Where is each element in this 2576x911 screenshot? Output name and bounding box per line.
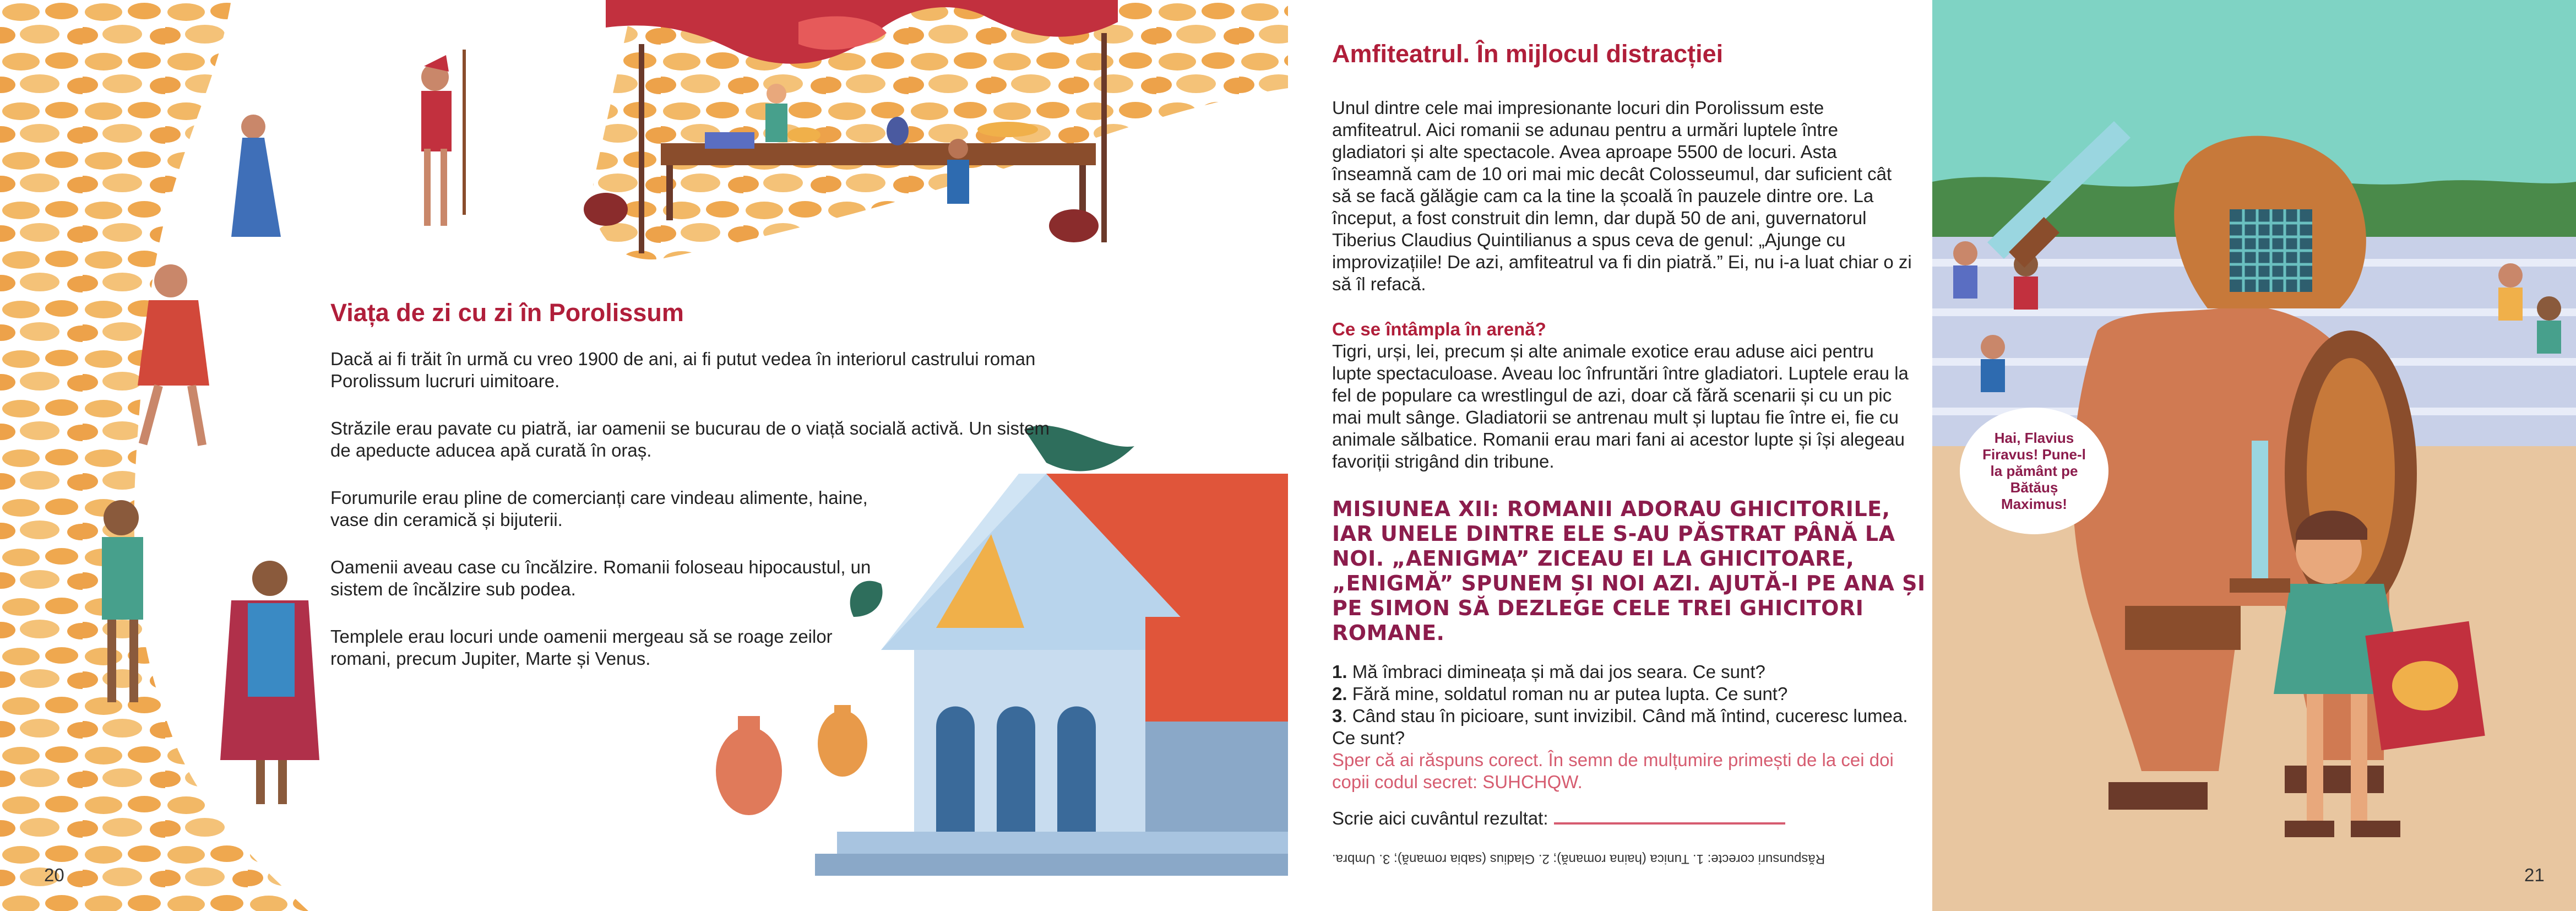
riddle-item: 1. Mă îmbraci dimineața și mă dai jos seara. Ce sunt? — [1332, 661, 1765, 682]
paragraph-1: Dacă ai fi trăit în urmă cu vreo 1900 de ani, ai fi putut vedea în interiorul castrului roman Porolissum lucruri uimitoare. — [330, 349, 1036, 391]
riddle-item: 2. Fără mine, soldatul roman nu ar putea lupta. Ce sunt? — [1332, 684, 1788, 704]
paragraph-4: Oamenii aveau case cu încălzire. Romanii foloseau hipocaustul, un sistem de încălzire sub podea. — [330, 557, 871, 599]
right-page-heading: Amfiteatrul. În mijlocul distracției — [1332, 40, 1724, 68]
man-purple-cloak-figure — [209, 551, 336, 815]
arena-section — [1332, 318, 1916, 473]
boy-teal-tunic-figure — [72, 490, 182, 722]
paragraph-3: Forumurile erau pline de comercianți care vindeau alimente, haine, vase din ceramică și bijuterii. — [330, 487, 868, 530]
amphitheatre-intro: Unul dintre cele mai impresionante locuri din Porolissum este amfiteatrul. Aici romanii se adunau pentru a urmări luptele între gladiatori și alte spectacole. Avea aproape 5500 de locuri. Asta înseamnă cam de 10 ori mai mic decât Colosseumul, dar suficient cât să se facă gălăgie cam ca la tine la școală în pauzele dintre ore. La început, a fost construit din lemn, dar după 50 de ani, guvernatorul Tiberius Claudius Quintilianus a spus ceva de genul: „Ajunge cu improvizațiile! De azi, amfiteatrul va fi din piatră.” Ei, nu i-a luat chiar o zi să îl refacă. — [1332, 97, 1912, 294]
paragraph-2: Străzile erau pavate cu piatră, iar oamenii se bucurau de o viață socială activă. Un sistem de apeducte aducea apă curată în oraș. — [330, 418, 1050, 460]
left-page-heading: Viața de zi cu zi în Porolissum — [330, 299, 684, 327]
roman-soldier-figure — [385, 44, 485, 242]
page-number-left: 20 — [44, 865, 64, 885]
speech-bubble-text: Hai, Flavius Firavus! Pune-l la pământ pe Bătăuș Maximus! — [1982, 430, 2086, 512]
speech-bubble — [1960, 408, 2108, 534]
market-stall-illustration — [567, 0, 1140, 286]
mission-instructions: MISIUNEA XII: ROMANII ADORAU GHICITORILE, IAR UNELE DINTRE ELE S-AU PĂSTRAT PÂNĂ LA NOI. „AENIGMA” ZICEAU EI LA GHICITOARE, „ENIGMĂ” SPUNEM ȘI NOI AZI. AJUTĂ-I PE ANA ȘI PE SIMON SĂ DEZLEGE CELE TREI GHICITORI ROMANE. — [1332, 497, 1926, 645]
answer-field[interactable] — [1554, 808, 1785, 825]
write-prompt: Scrie aici cuvântul rezultat: — [1332, 808, 1548, 828]
arena-text: Tigri, urși, lei, precum și alte animale exotice erau aduse aici pentru lupte spectaculoase. Aveau loc înfruntări între gladiatori. Luptele erau la fel de populare ca wrestlingul de azi, doar că fără scenarii și cu un pic mai mult sânge. Gladiatorii se antrenau mult și luptau fie între ei, fie cu animale sălbatice. Romanii erau mari fani ai acestor lupte și își alegeau favoriții strigând din tribune. — [1332, 341, 1909, 471]
upside-down-answers: Răspunsuri corecte: 1. Tunica (haina romană); 2. Gladius (sabia romană); 3. Umbra. — [1332, 852, 1825, 866]
man-red-tunic-running-figure — [105, 253, 242, 463]
right-page — [1288, 0, 2576, 911]
riddle-item: 3. Când stau în picioare, sunt invizibil. Când mă întind, cuceresc lumea. Ce sunt? — [1332, 706, 1908, 748]
page-number-right: 21 — [2524, 865, 2545, 885]
paragraph-5: Templele erau locuri unde oamenii mergeau să se roage zeilor romani, precum Jupiter, Marte și Venus. — [330, 626, 833, 669]
arena-subheading: Ce se întâmpla în arenă? — [1332, 319, 1546, 339]
left-page-body — [330, 348, 1090, 695]
answer-row — [1332, 807, 1927, 829]
reward-text: Sper că ai răspuns corect. În semn de mulțumire primești de la cei doi copii codul secret: SUHCHQW. — [1332, 750, 1894, 792]
riddle-list — [1332, 661, 1927, 829]
woman-blue-dress-figure — [220, 105, 319, 248]
